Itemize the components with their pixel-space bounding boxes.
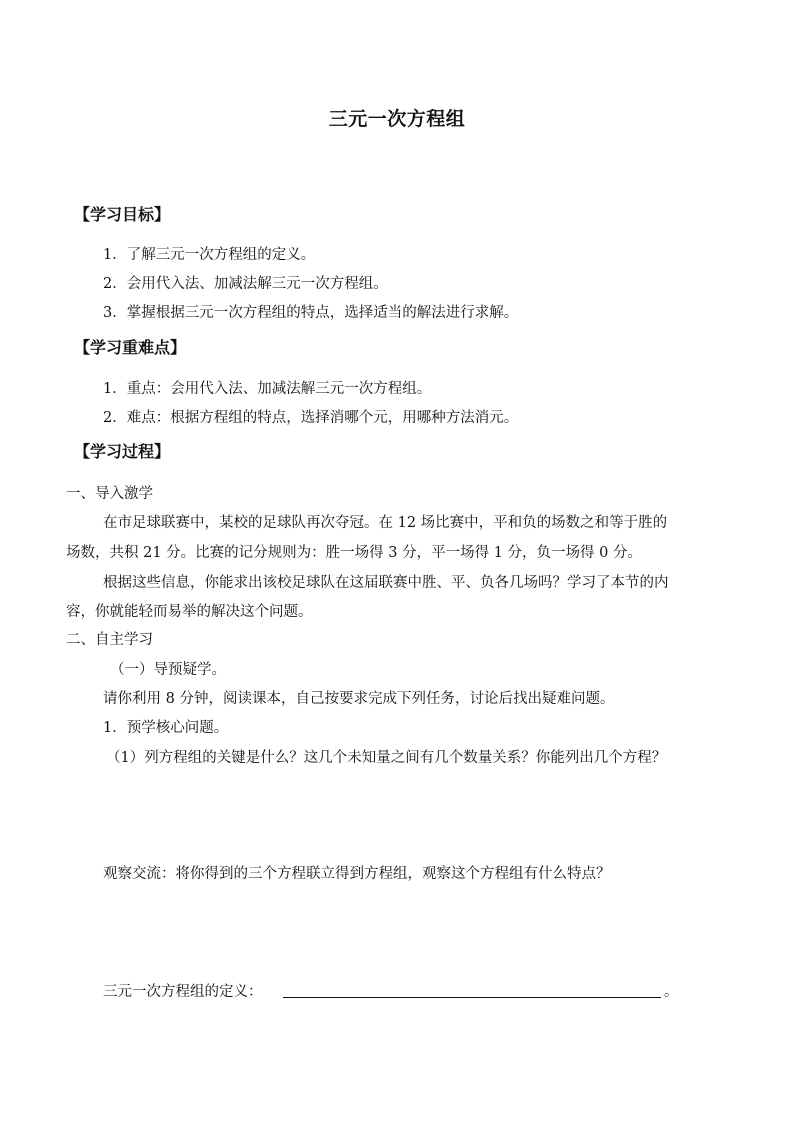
definition-blank-line	[283, 997, 661, 998]
instruction-text: 请你利用 8 分钟，阅读课本，自己按要求完成下列任务，讨论后找出疑难问题。	[103, 691, 615, 707]
question-1: （1）列方程组的关键是什么？这几个未知量之间有几个数量关系？你能列出几个方程？	[106, 750, 667, 766]
goal-item-3: 3．掌握根据三元一次方程组的特点，选择适当的解法进行求解。	[103, 305, 519, 321]
part2-title: 二、自主学习	[66, 632, 153, 648]
part1-title: 一、导入激学	[66, 486, 153, 502]
definition-label: 三元一次方程组的定义：	[103, 984, 263, 1000]
keypoint-item-2: 2．难点：根据方程组的特点，选择消哪个元，用哪种方法消元。	[103, 410, 519, 426]
goal-item-1: 1．了解三元一次方程组的定义。	[103, 247, 316, 263]
definition-end: 。	[664, 984, 679, 1000]
part1-para1-line1: 在市足球联赛中，某校的足球队再次夺冠。在 12 场比赛中，平和负的场数之和等于胜的	[103, 515, 668, 531]
keypoints-heading: 【学习重难点】	[74, 338, 187, 357]
part1-para1-line2: 场数，共积 21 分。比赛的记分规则为：胜一场得 3 分，平一场得 1 分，负一场得 0 分。	[66, 545, 642, 561]
goals-heading: 【学习目标】	[74, 205, 171, 224]
part1-para2-line2: 容，你就能轻而易举的解决这个问题。	[66, 604, 313, 620]
observe-text: 观察交流：将你得到的三个方程联立得到方程组，观察这个方程组有什么特点？	[103, 866, 611, 882]
part1-para2-line1: 根据这些信息，你能求出该校足球队在这届联赛中胜、平、负各几场吗？学习了本节的内	[103, 575, 669, 591]
task-1: 1．预学核心问题。	[103, 720, 229, 736]
sub-section-1: （一）导预疑学。	[110, 662, 226, 678]
goal-item-2: 2．会用代入法、加减法解三元一次方程组。	[103, 276, 388, 292]
keypoint-item-1: 1．重点：会用代入法、加减法解三元一次方程组。	[103, 381, 432, 397]
process-heading: 【学习过程】	[74, 442, 171, 461]
page-title: 三元一次方程组	[328, 108, 466, 130]
